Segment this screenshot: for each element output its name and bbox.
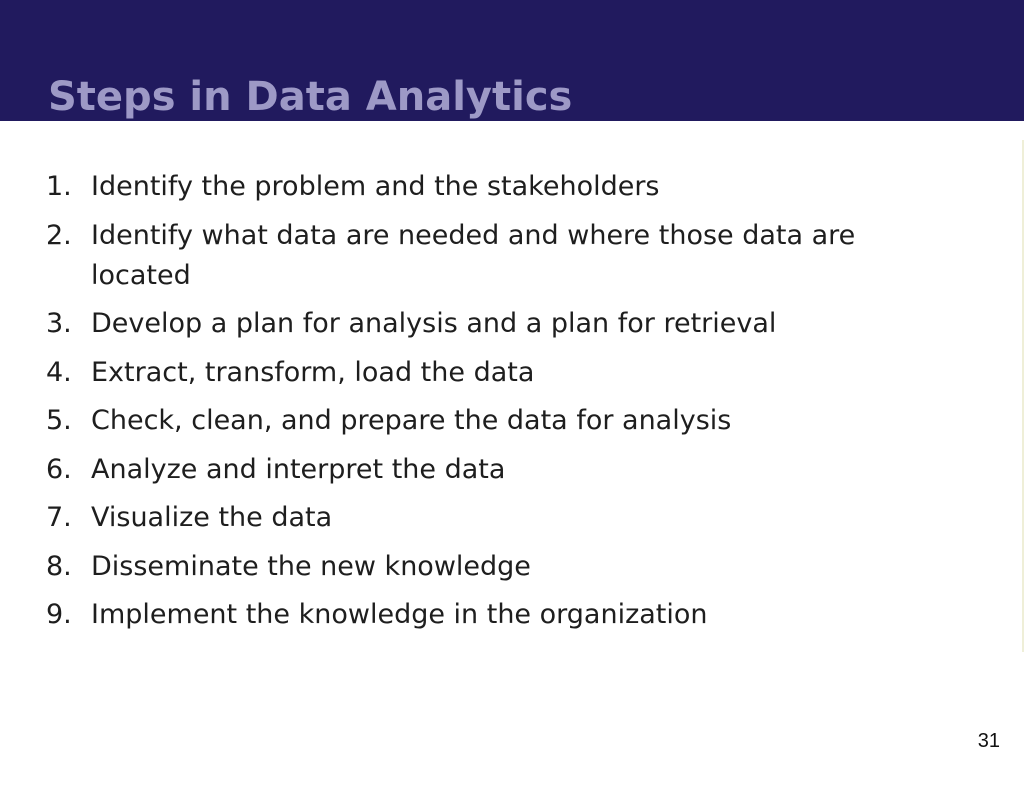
list-item-text: Develop a plan for analysis and a plan for retrieval [91, 308, 777, 339]
page-number: 31 [977, 730, 1000, 752]
list-item [46, 498, 866, 538]
list-item [46, 167, 866, 207]
list-item-number: 1. [46, 171, 72, 202]
list-item-text: Extract, transform, load the data [91, 356, 535, 388]
list-item-number: 4. [46, 356, 72, 388]
list-item [46, 353, 866, 393]
list-item [46, 450, 866, 490]
list-item-text: Analyze and interpret the data [91, 453, 506, 485]
list-item-text: Disseminate the new knowledge [91, 550, 531, 582]
list-item [46, 595, 866, 635]
list-item-text: Check, clean, and prepare the data for analysis [91, 405, 732, 436]
list-item [46, 547, 866, 587]
list-item-number: 3. [46, 308, 72, 339]
list-item-number: 9. [46, 599, 72, 630]
list-item [46, 304, 866, 344]
list-item-number: 7. [46, 502, 72, 533]
list-item-number: 2. [46, 219, 72, 251]
slide-title: Steps in Data Analytics [48, 74, 573, 120]
list-item-text: Identify the problem and the stakeholders [91, 171, 660, 202]
list-item-text: Visualize the data [91, 502, 333, 533]
list-item-number: 6. [46, 453, 72, 485]
list-item-number: 8. [46, 550, 72, 582]
list-item-text: Identify what data are needed and where those data are located [91, 219, 856, 291]
list-item [46, 401, 866, 441]
list-item-number: 5. [46, 405, 72, 436]
steps-list [46, 167, 866, 644]
list-item-text: Implement the knowledge in the organization [91, 599, 708, 630]
list-item [46, 216, 866, 296]
